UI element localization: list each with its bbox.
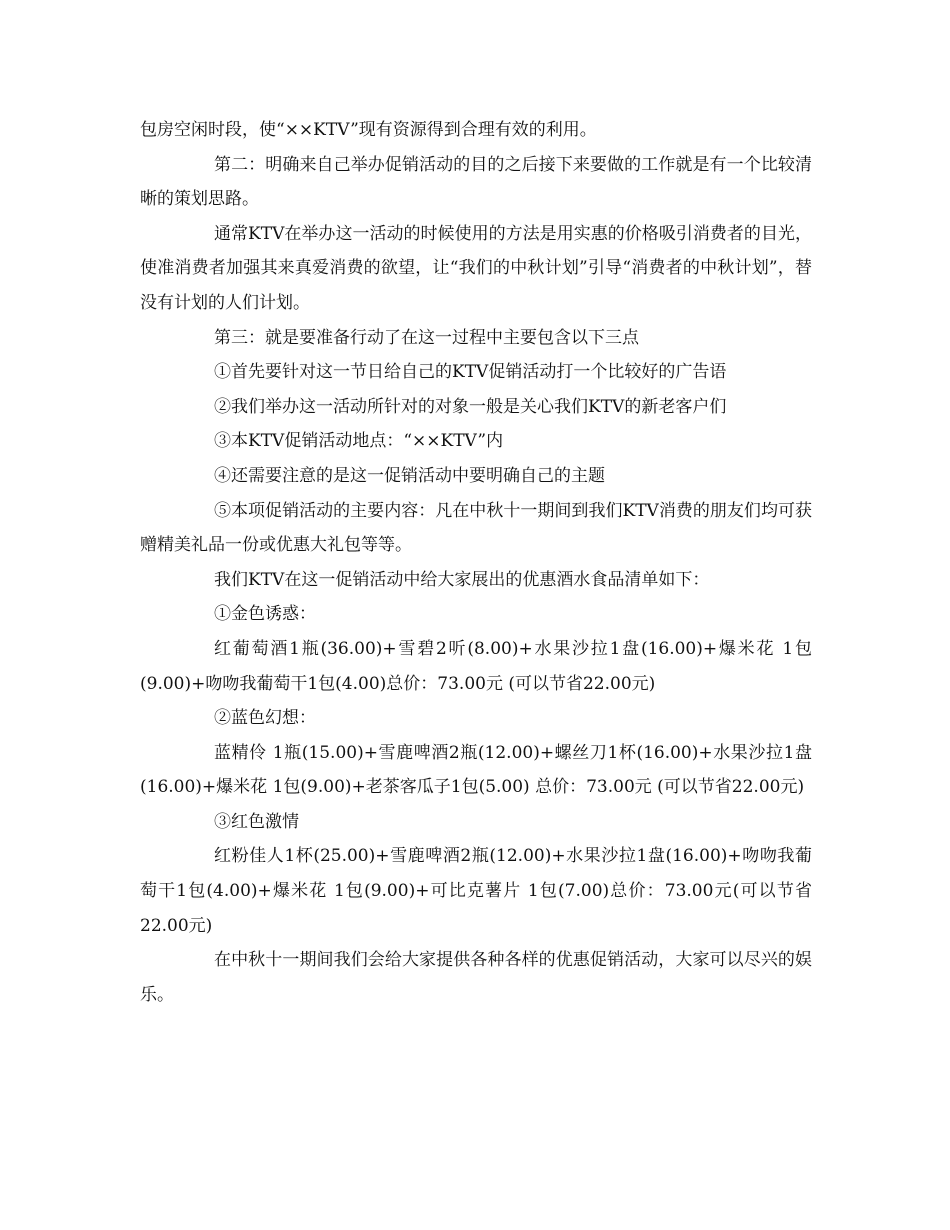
package-title-red: ③红色激情 [214, 811, 299, 832]
paragraph-second-point: 第二：明确来自己举办促销活动的目的之后接下来要做的工作就是有一个比较清晰的策划思路。 [140, 154, 812, 210]
list-item-location: ③本KTV促销活动地点：“××KTV”内 [214, 431, 504, 452]
paragraph-method: 通常KTV在举办这一活动的时候使用的方法是用实惠的价格吸引消费者的目光，使准消费者加强其来真爱消费的欲望，让“我们的中秋计划”引导“消费者的中秋计划”，替没有计划的人们计划。 [140, 223, 812, 313]
package-detail-golden: 红葡萄酒1瓶(36.00)+雪碧2听(8.00)+水果沙拉1盘(16.00)+爆米花 1包(9.00)+吻吻我葡萄干1包(4.00)总价：73.00元 (可以节省22.00元) [140, 638, 812, 694]
package-title-golden: ①金色诱惑： [214, 604, 316, 625]
package-title-blue: ②蓝色幻想： [214, 708, 316, 729]
document-body [140, 113, 812, 1012]
paragraph-continuation: 包房空闲时段，使“××KTV”现有资源得到合理有效的利用。 [140, 120, 597, 140]
list-item-slogan: ①首先要针对这一节日给自己的KTV促销活动打一个比较好的广告语 [214, 362, 727, 383]
package-detail-red: 红粉佳人1杯(25.00)+雪鹿啤酒2瓶(12.00)+水果沙拉1盘(16.00)+吻吻我葡萄干1包(4.00)+爆米花 1包(9.00)+可比克薯片 1包(7.00)总价：73.00元(可以节省22.00元) [140, 846, 812, 936]
list-item-audience: ②我们举办这一活动所针对的对象一般是关心我们KTV的新老客户们 [214, 396, 727, 417]
list-item-theme: ④还需要注意的是这一促销活动中要明确自己的主题 [214, 465, 605, 486]
paragraph-third-point: 第三：就是要准备行动了在这一过程中主要包含以下三点 [214, 327, 639, 348]
package-detail-blue: 蓝精伶 1瓶(15.00)+雪鹿啤酒2瓶(12.00)+螺丝刀1杯(16.00)+水果沙拉1盘(16.00)+爆米花 1包(9.00)+老茶客瓜子1包(5.00) 总价：73.00元 (可以节省22.00元) [140, 742, 812, 798]
paragraph-closing: 在中秋十一期间我们会给大家提供各种各样的优惠促销活动，大家可以尽兴的娱乐。 [140, 950, 812, 1005]
list-item-content: ⑤本项促销活动的主要内容：凡在中秋十一期间到我们KTV消费的朋友们均可获赠精美礼品一份或优惠大礼包等等。 [140, 500, 812, 556]
paragraph-menu-intro: 我们KTV在这一促销活动中给大家展出的优惠酒水食品清单如下： [214, 569, 710, 590]
